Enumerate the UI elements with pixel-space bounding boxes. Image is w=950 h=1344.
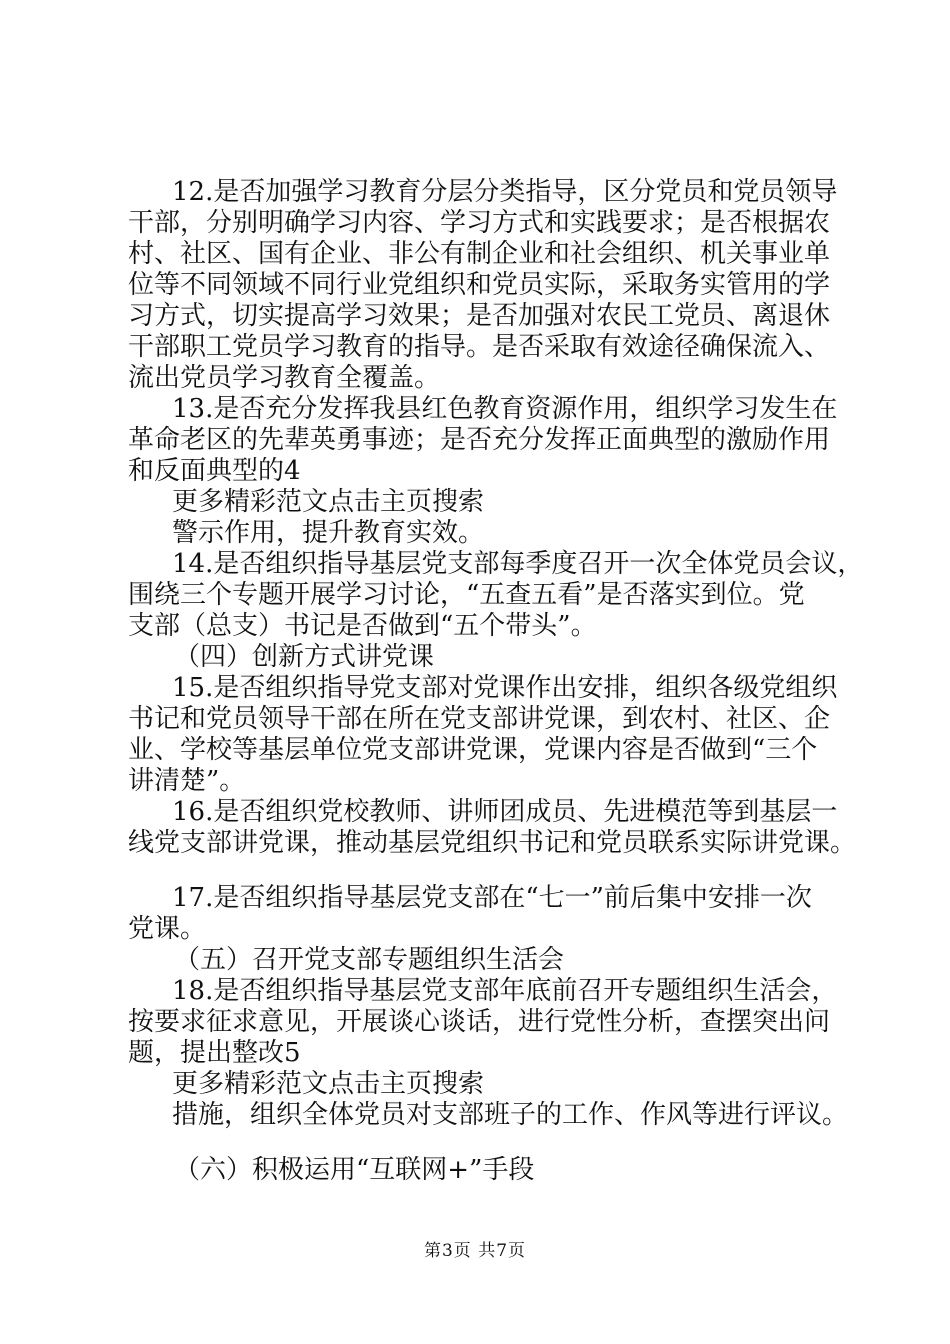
paragraph-12-line-7: 流出党员学习教育全覆盖。 — [128, 363, 441, 393]
paragraph-15-line-3: 业、学校等基层单位党支部讲党课，党课内容是否做到“三个 — [128, 735, 818, 765]
paragraph-15-line-4: 讲清楚”。 — [128, 766, 246, 796]
paragraph-17-line-1: 17.是否组织指导基层党支部在“七一”前后集中安排一次 — [172, 883, 812, 913]
promo-text: 更多精彩范文点击主页搜索 — [172, 487, 485, 517]
paragraph-gap — [128, 1131, 838, 1155]
paragraph-13-line-4: 警示作用，提升教育实效。 — [172, 518, 485, 548]
paragraph-16-line-1: 16.是否组织党校教师、讲师团成员、先进模范等到基层一 — [172, 797, 838, 827]
paragraph-12-line-2: 干部，分别明确学习内容、学习方式和实践要求；是否根据农 — [128, 208, 831, 238]
paragraph-18-line-3: 题，提出整改5 — [128, 1038, 301, 1068]
paragraph-18-line-4: 措施，组织全体党员对支部班子的工作、作风等进行评议。 — [172, 1100, 849, 1130]
paragraph-12-line-1: 12.是否加强学习教育分层分类指导，区分党员和党员领导 — [172, 177, 838, 207]
paragraph-18-line-1: 18.是否组织指导基层党支部年底前召开专题组织生活会， — [172, 976, 838, 1006]
paragraph-13-line-3: 和反面典型的4 — [128, 456, 301, 486]
paragraph-13-line-2: 革命老区的先辈英勇事迹；是否充分发挥正面典型的激励作用 — [128, 425, 831, 455]
paragraph-15-line-2: 书记和党员领导干部在所在党支部讲党课，到农村、社区、企 — [128, 704, 831, 734]
paragraph-14-line-1: 14.是否组织指导基层党支部每季度召开一次全体党员会议， — [172, 549, 864, 579]
page-number-footer: 第3页 共7页 — [423, 1241, 527, 1261]
paragraph-15-line-1: 15.是否组织指导党支部对党课作出安排，组织各级党组织 — [172, 673, 838, 703]
promo-text: 更多精彩范文点击主页搜索 — [172, 1069, 485, 1099]
paragraph-16-line-2: 线党支部讲党课，推动基层党组织书记和党员联系实际讲党课。 — [128, 828, 857, 858]
section-heading-5: （五）召开党支部专题组织生活会 — [174, 945, 565, 975]
paragraph-14-line-3: 支部（总支）书记是否做到“五个带头”。 — [128, 611, 597, 641]
paragraph-gap — [128, 859, 838, 883]
paragraph-12-line-6: 干部职工党员学习教育的指导。是否采取有效途径确保流入、 — [128, 332, 831, 362]
paragraph-12-line-4: 位等不同领域不同行业党组织和党员实际，采取务实管用的学 — [128, 270, 831, 300]
paragraph-17-line-2: 党课。 — [128, 914, 207, 944]
paragraph-12-line-5: 习方式，切实提高学习效果；是否加强对农民工党员、离退休 — [128, 301, 831, 331]
section-heading-4: （四）创新方式讲党课 — [174, 642, 435, 672]
paragraph-14-line-2: 围绕三个专题开展学习讨论，“五查五看”是否落实到位。党 — [128, 580, 805, 610]
paragraph-12-line-3: 村、社区、国有企业、非公有制企业和社会组织、机关事业单 — [128, 239, 831, 269]
document-body — [128, 177, 864, 1186]
paragraph-13-line-1: 13.是否充分发挥我县红色教育资源作用，组织学习发生在 — [172, 394, 838, 424]
paragraph-18-line-2: 按要求征求意见，开展谈心谈话，进行党性分析，查摆突出问 — [128, 1007, 831, 1037]
section-heading-6: （六）积极运用“互联网+”手段 — [174, 1155, 535, 1185]
